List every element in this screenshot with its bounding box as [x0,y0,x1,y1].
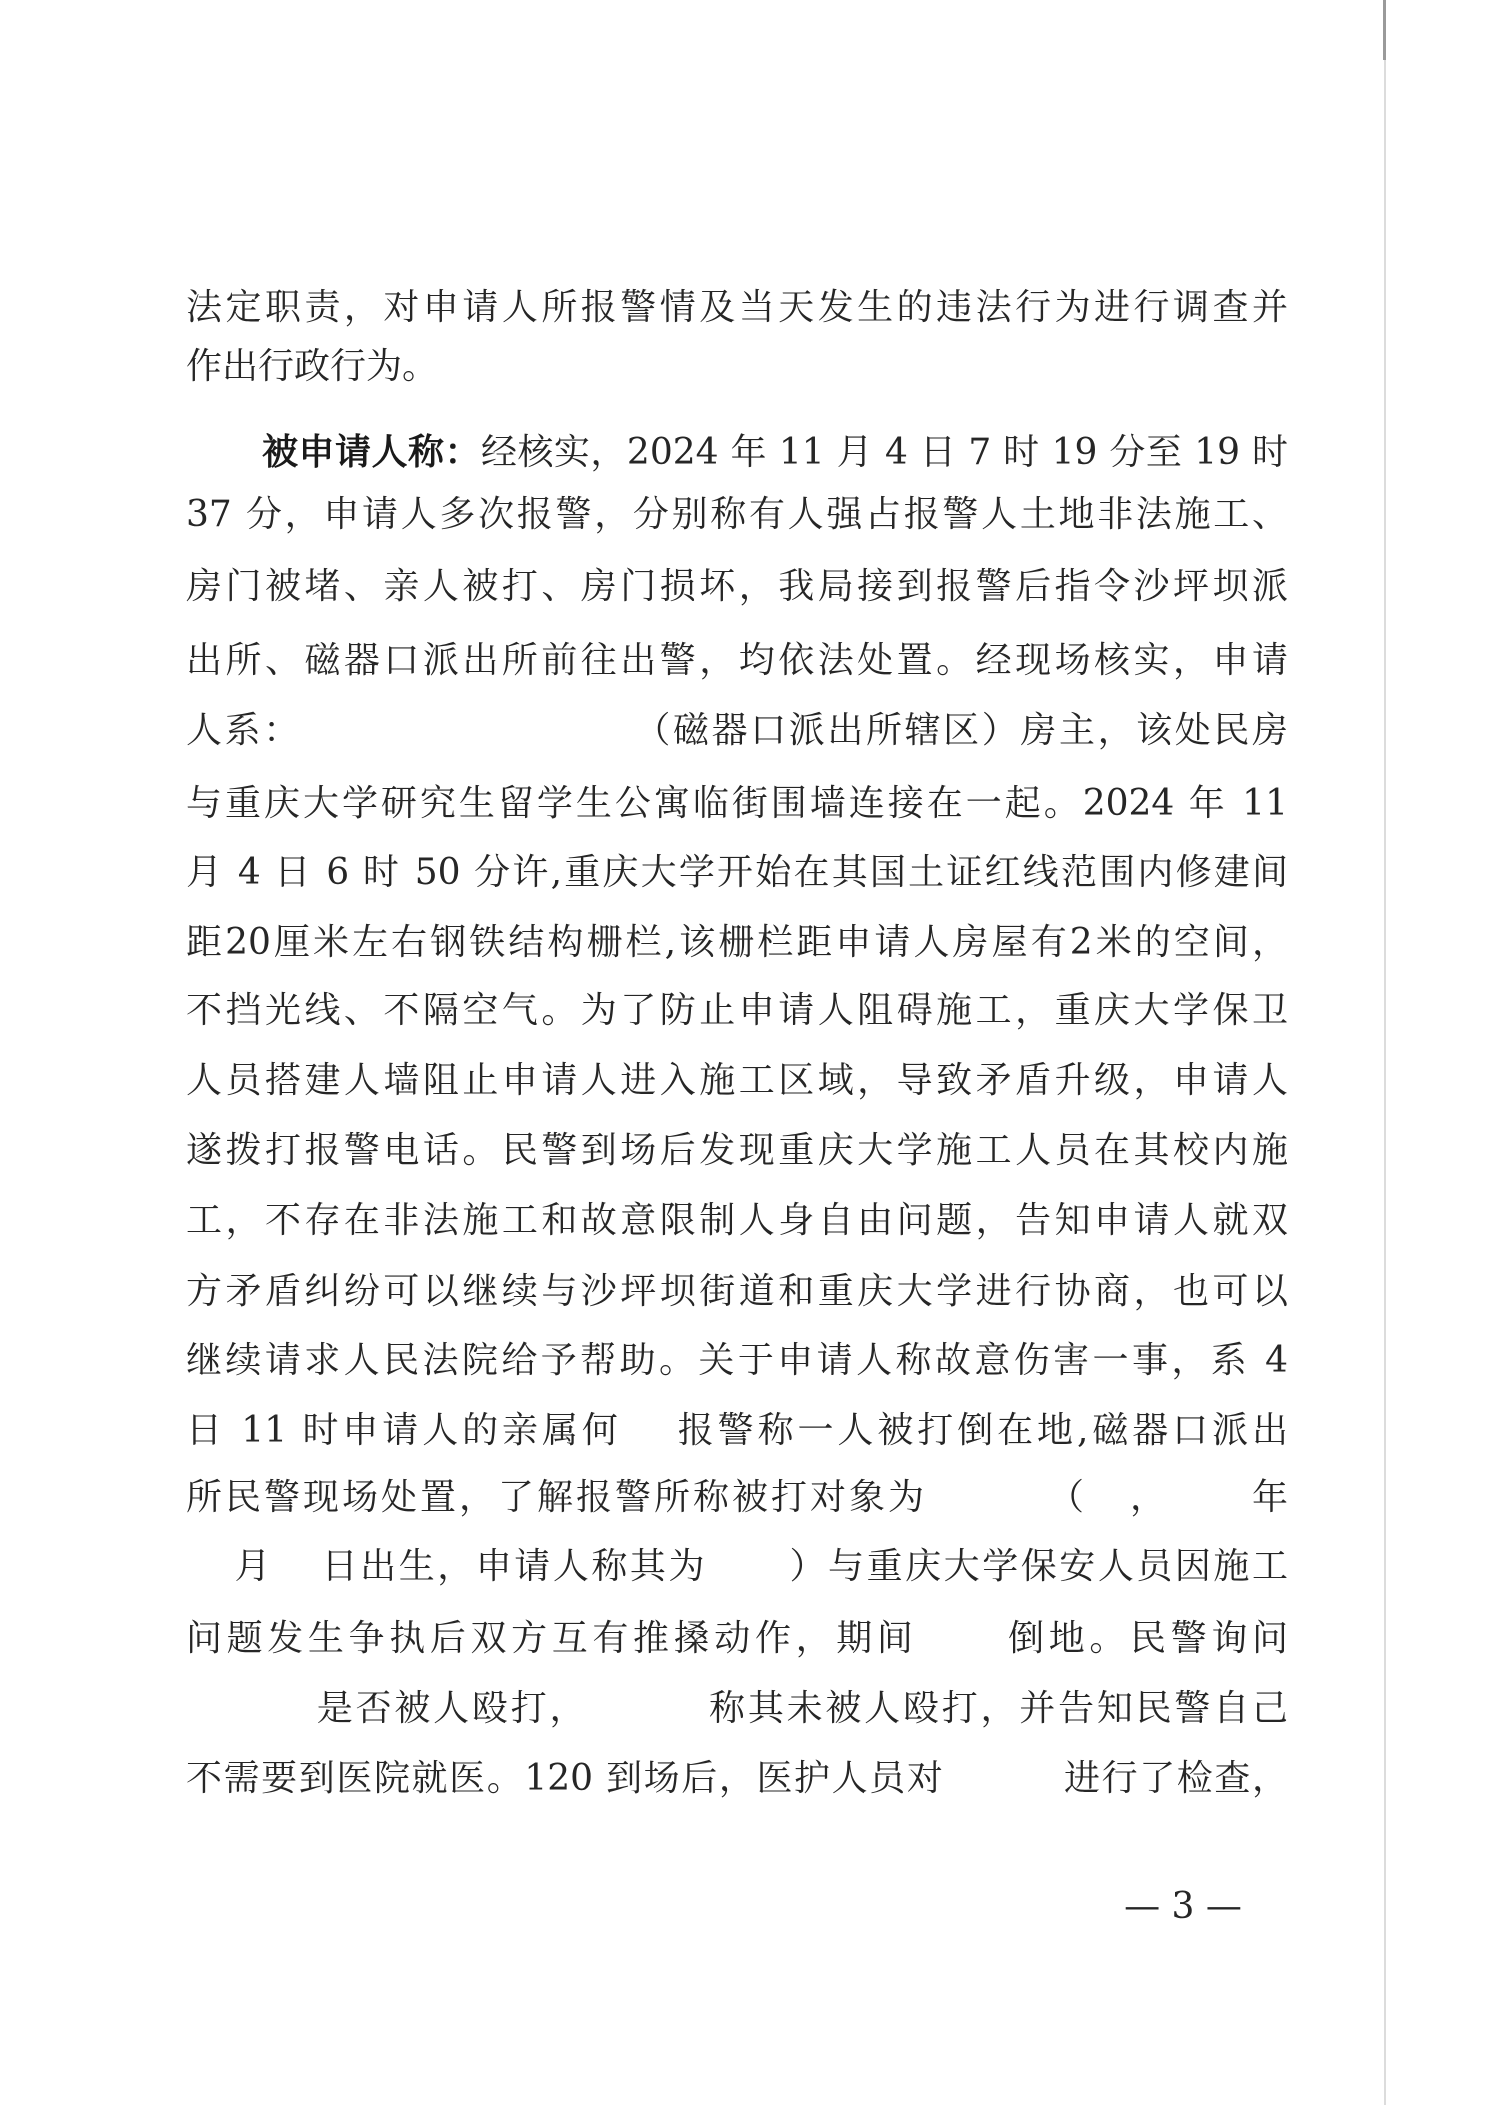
body-line [186,1475,1288,1521]
text-segment: 倒地。民警询问 [1003,1618,1288,1659]
redaction-block [1169,1479,1249,1521]
body-line [186,1408,1288,1454]
redaction-block [302,712,632,754]
body-line [186,1686,1288,1732]
body-line [186,781,1288,827]
body-line [186,1544,1288,1590]
scan-artifact-line [1384,0,1386,2105]
text-segment: 日出生，申请人称其为 [319,1546,707,1587]
body-line [186,1128,1288,1174]
redaction-block [1087,1479,1127,1521]
body-line [186,708,1288,754]
body-line [186,1338,1288,1384]
text-segment: （磁器口派出所辖区）房主，该处民房 [631,710,1288,751]
text-segment: 年 [1248,1477,1288,1518]
body-line [186,638,1288,684]
body-line [186,1756,1288,1802]
redaction-block [588,1690,706,1732]
text-segment: 月 [232,1546,274,1587]
text-segment: （ [1044,1477,1087,1518]
body-line [186,920,1288,966]
text-segment: 问题发生争执后双方互有推搡动作，期间 [186,1618,918,1659]
text-segment: 继续请求人民法院给予帮助。关于申请人称故意伤害一事，系 4 [186,1340,1288,1381]
text-segment: 进行了检查， [1062,1758,1288,1799]
body-line [186,1616,1288,1662]
respondent-label: 被申请人称： [262,431,481,473]
redaction-block [273,1548,319,1590]
body-line [186,285,1288,331]
text-segment: 经核实，2024 年 11 月 4 日 7 时 19 分至 19 时 [480,432,1288,473]
text-segment: 遂拨打报警电话。民警到场后发现重庆大学施工人员在其校内施 [186,1130,1288,1171]
redaction-block [927,1479,1045,1521]
body-line [186,850,1288,896]
redaction-block [944,1760,1062,1802]
page-number: — 3 — [1124,1886,1242,1927]
text-segment: 所民警现场处置，了解报警所称被打对象为 [186,1477,927,1518]
body-line [186,1058,1288,1104]
redaction-block [186,1690,314,1732]
redaction-block [622,1412,674,1454]
redaction-block [918,1620,1004,1662]
text-segment: 作出行政行为。 [186,346,439,387]
text-segment: 出所、磁器口派出所前往出警，均依法处置。经现场核实，申请 [186,640,1288,681]
body-line [186,344,1288,390]
text-segment: 37 分，申请人多次报警，分别称有人强占报警人土地非法施工、 [186,494,1288,535]
text-segment: 报警称一人被打倒在地,磁器口派出 [673,1410,1288,1451]
text-segment: 日 11 时申请人的亲属何 [186,1410,622,1451]
text-segment: 人员搭建人墙阻止申请人进入施工区域，导致矛盾升级，申请人 [186,1060,1288,1101]
text-segment: 称其未被人殴打，并告知民警自己 [706,1688,1288,1729]
text-segment: ）与重庆大学保安人员因施工 [786,1546,1288,1587]
text-segment: 不挡光线、不隔空气。为了防止申请人阻碍施工，重庆大学保卫 [186,990,1288,1031]
paragraph-start-line [262,429,1288,475]
body-line [186,1198,1288,1244]
text-segment: 人系： [186,710,302,751]
text-segment: 房门被堵、亲人被打、房门损坏，我局接到报警后指令沙坪坝派 [186,566,1288,607]
body-line [186,492,1288,538]
text-segment: 与重庆大学研究生留学生公寓临街围墙连接在一起。2024 年 11 [186,783,1288,824]
body-line [186,1269,1288,1315]
redaction-block [186,1548,232,1590]
text-segment: ， [1126,1477,1169,1518]
body-line [186,564,1288,610]
text-segment: 是否被人殴打， [314,1688,589,1729]
body-line [186,988,1288,1034]
text-segment: 距20厘米左右钢铁结构栅栏,该栅栏距申请人房屋有2米的空间， [186,922,1288,963]
scan-artifact-mark [1383,0,1386,60]
text-segment: 工，不存在非法施工和故意限制人身自由问题，告知申请人就双 [186,1200,1288,1241]
text-segment: 不需要到医院就医。120 到场后，医护人员对 [186,1758,945,1799]
text-segment: 法定职责，对申请人所报警情及当天发生的违法行为进行调查并 [186,287,1288,328]
text-segment: 方矛盾纠纷可以继续与沙坪坝街道和重庆大学进行协商，也可以 [186,1271,1288,1312]
redaction-block [707,1548,787,1590]
text-segment: 月 4 日 6 时 50 分许,重庆大学开始在其国土证红线范围内修建间 [186,852,1288,893]
